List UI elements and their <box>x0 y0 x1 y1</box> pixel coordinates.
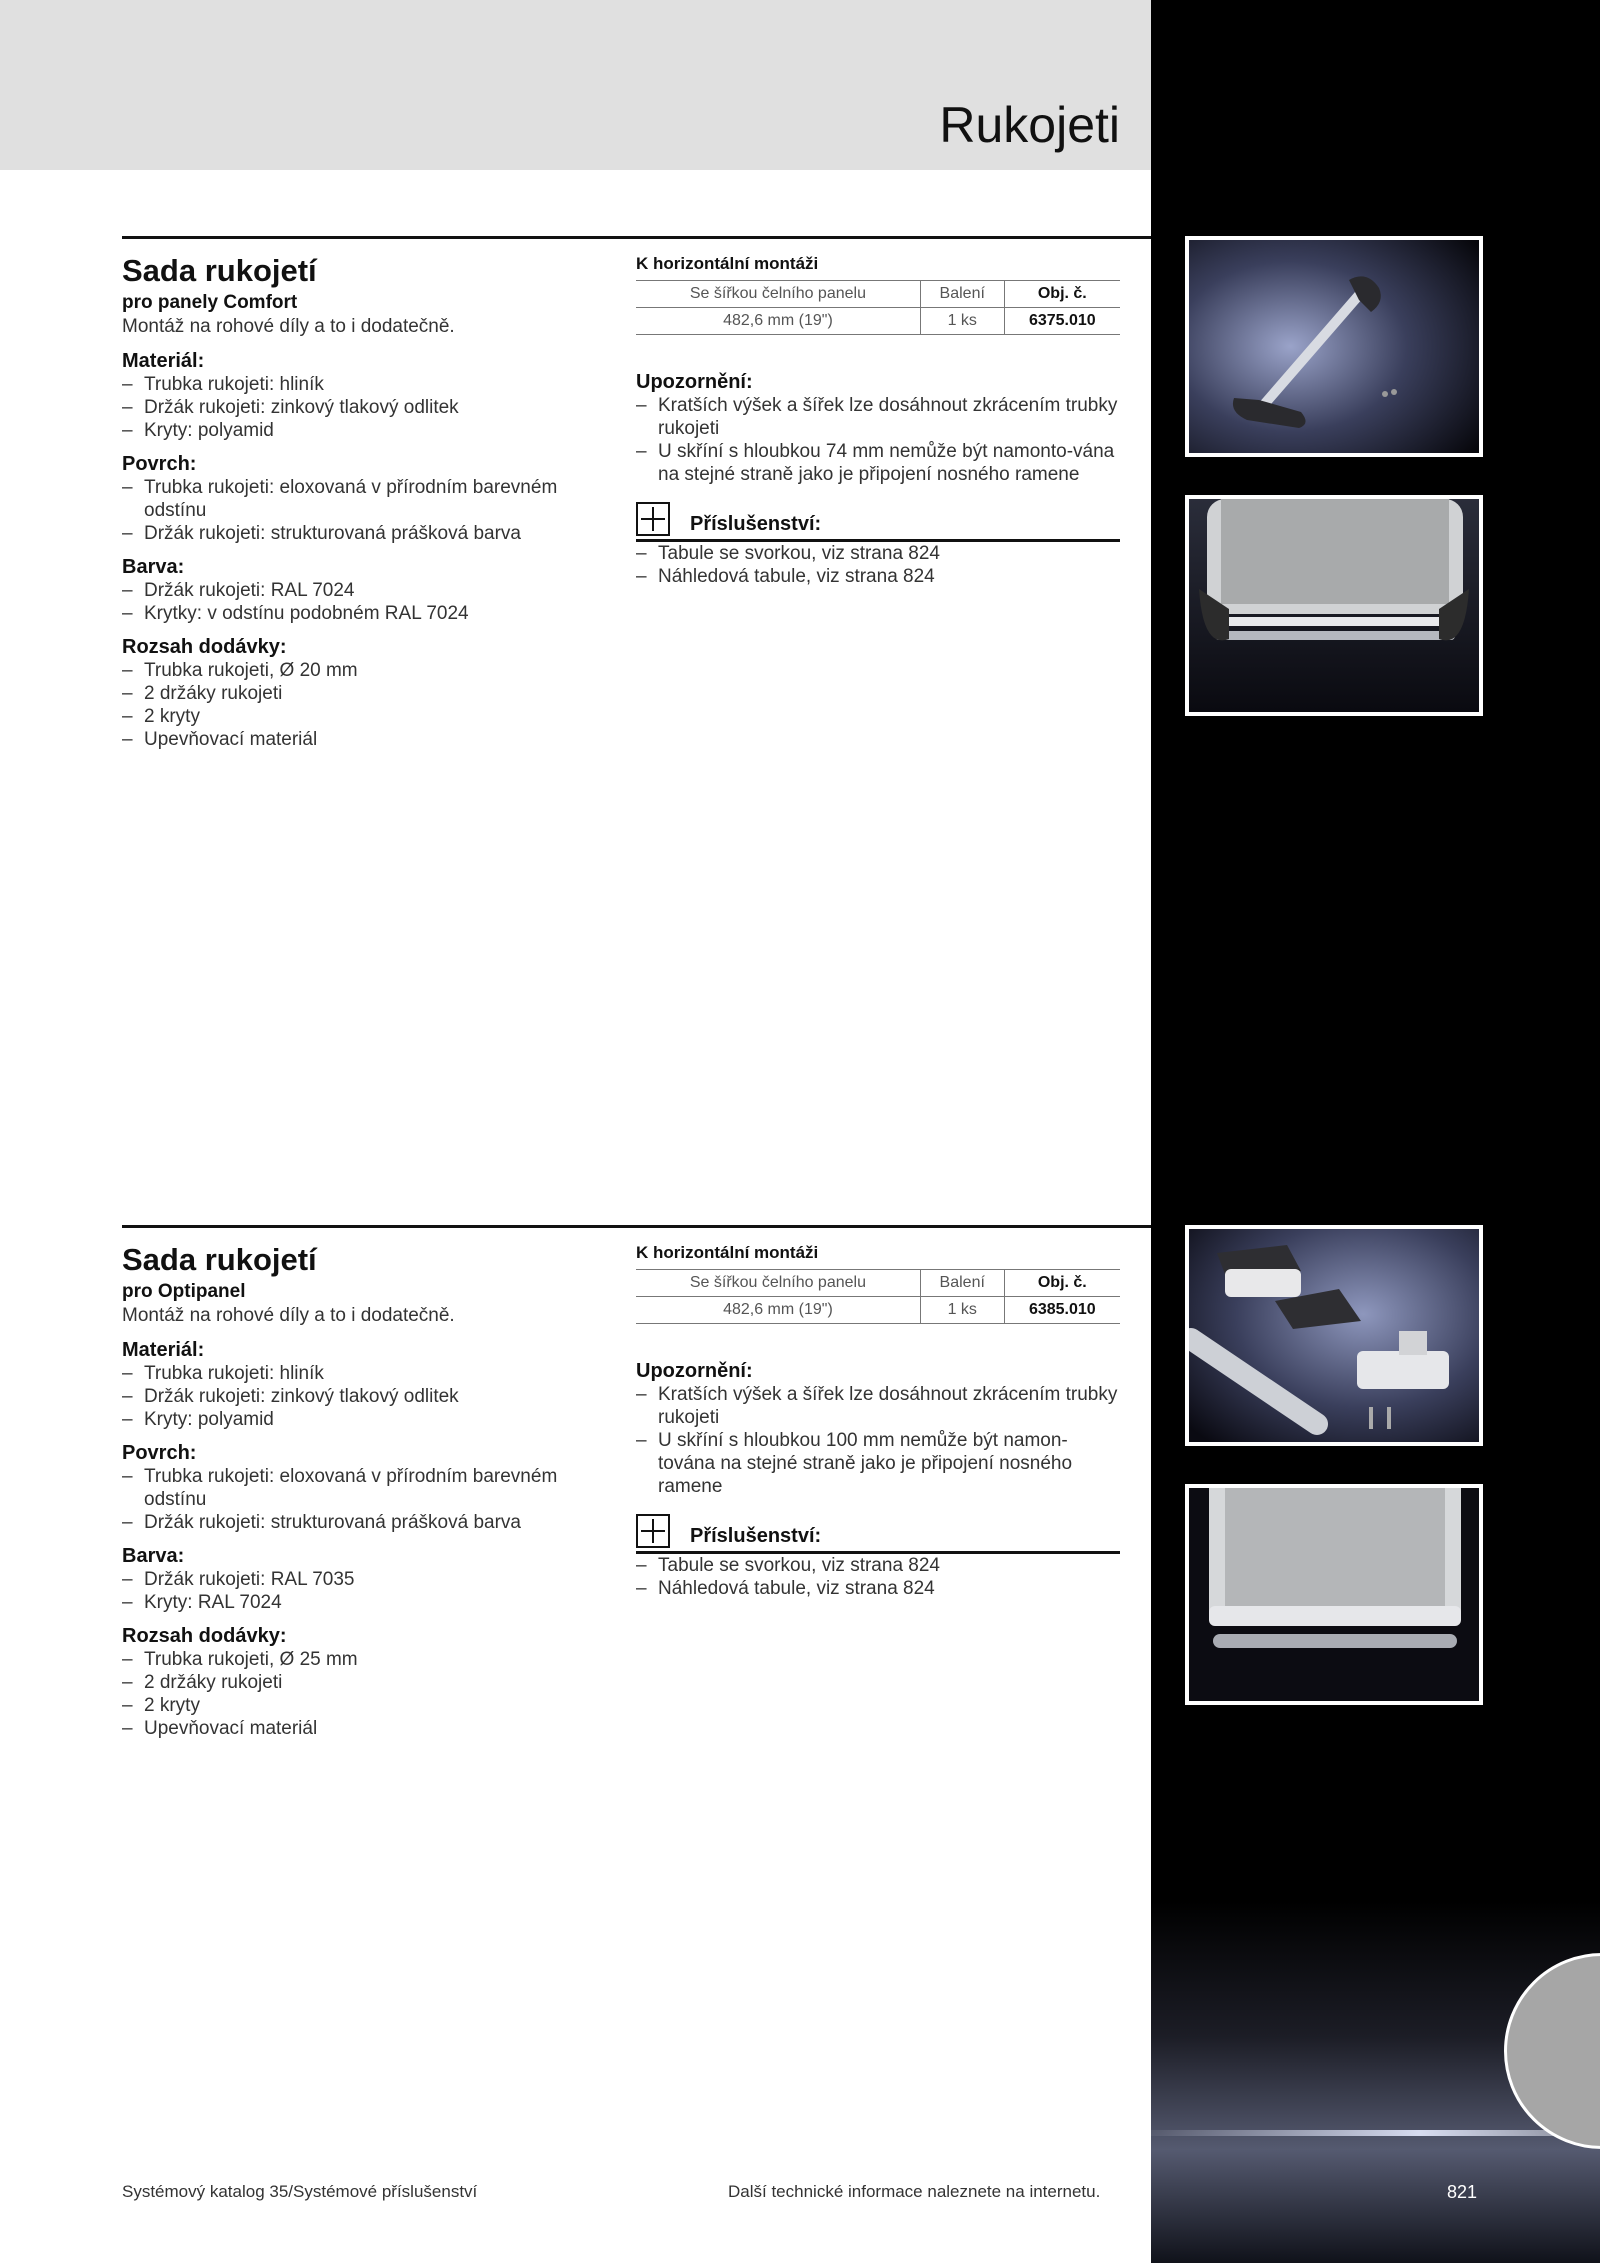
list-item: – Trubka rukojeti: hliník <box>122 373 602 396</box>
table-cell: 1 ks <box>920 308 1004 335</box>
footer-info: Další technické informace naleznete na internetu. <box>728 2182 1101 2201</box>
table-row <box>636 1297 1120 1324</box>
table-caption: K horizontální montáži <box>636 1243 819 1262</box>
warning-heading: Upozornění: <box>636 371 753 393</box>
color-list <box>122 579 602 625</box>
page-number: 821 <box>1447 2182 1478 2202</box>
warning-list <box>636 1383 1120 1498</box>
list-item: – Držák rukojeti: strukturovaná prášková barva <box>122 522 602 545</box>
product-subtitle: pro panely Comfort <box>122 292 298 314</box>
column-header: Balení <box>920 281 1004 308</box>
plus-icon <box>636 502 670 536</box>
product-description <box>122 1243 602 1740</box>
list-item: – Trubka rukojeti, Ø 25 mm <box>122 1648 602 1671</box>
delivery-list <box>122 659 602 751</box>
surface-list <box>122 1465 602 1534</box>
product-title: Sada rukojetí <box>122 253 317 288</box>
accessories-list <box>636 1554 1120 1600</box>
warning-heading: Upozornění: <box>636 1360 753 1382</box>
page-title: Rukojeti <box>939 97 1120 153</box>
product-photo-optipanel-parts <box>1185 1225 1483 1446</box>
product-title: Sada rukojetí <box>122 1242 317 1277</box>
list-item: – Držák rukojeti: zinkový tlakový odlitek <box>122 396 602 419</box>
mounting-note: Montáž na rohové díly a to i dodatečně. <box>122 1304 455 1326</box>
column-header: Se šířkou čelního panelu <box>636 281 920 308</box>
accessories-bar <box>636 502 1120 542</box>
list-item: – Upevňovací materiál <box>122 1717 602 1740</box>
column-header: Balení <box>920 1270 1004 1297</box>
list-item: – U skříní s hloubkou 74 mm nemůže být namonto-vána na stejné straně jako je připojení nosného ramene <box>636 440 1120 486</box>
table-cell: 482,6 mm (19") <box>636 1297 920 1324</box>
color-heading: Barva: <box>122 1544 185 1567</box>
material-list <box>122 1362 602 1431</box>
delivery-list <box>122 1648 602 1740</box>
product-photo-handle-set <box>1185 236 1483 457</box>
table-cell: 1 ks <box>920 1297 1004 1324</box>
list-item: – Trubka rukojeti: eloxovaná v přírodním barevném odstínu <box>122 1465 602 1511</box>
surface-heading: Povrch: <box>122 1441 197 1464</box>
material-heading: Materiál: <box>122 349 205 372</box>
list-item: – Držák rukojeti: strukturovaná prášková barva <box>122 1511 602 1534</box>
color-heading: Barva: <box>122 555 185 578</box>
list-item: – Držák rukojeti: RAL 7035 <box>122 1568 602 1591</box>
accessories-bar <box>636 1514 1120 1554</box>
list-item: – 2 držáky rukojeti <box>122 1671 602 1694</box>
column-header: Se šířkou čelního panelu <box>636 1270 920 1297</box>
list-item: – Upevňovací materiál <box>122 728 602 751</box>
table-header-row <box>636 1270 1120 1297</box>
list-item: – Trubka rukojeti, Ø 20 mm <box>122 659 602 682</box>
column-header: Obj. č. <box>1004 281 1120 308</box>
list-item: – U skříní s hloubkou 100 mm nemůže být namon-tována na stejné straně jako je připojení nosného ramene <box>636 1429 1120 1498</box>
material-heading: Materiál: <box>122 1338 205 1361</box>
accessory-link[interactable]: – Náhledová tabule, viz strana 824 <box>636 1577 1120 1600</box>
list-item: – Kratších výšek a šířek lze dosáhnout zkrácením trubky rukojeti <box>636 394 1120 440</box>
table-row <box>636 308 1120 335</box>
delivery-heading: Rozsah dodávky: <box>122 635 287 658</box>
footer-catalog: Systémový katalog 35/Systémové příslušenství <box>122 2182 478 2201</box>
list-item: – Kratších výšek a šířek lze dosáhnout zkrácením trubky rukojeti <box>636 1383 1120 1429</box>
order-table <box>636 1269 1120 1324</box>
list-item: – Kryty: polyamid <box>122 1408 602 1431</box>
list-item: – Trubka rukojeti: eloxovaná v přírodním barevném odstínu <box>122 476 602 522</box>
list-item: – Trubka rukojeti: hliník <box>122 1362 602 1385</box>
delivery-heading: Rozsah dodávky: <box>122 1624 287 1647</box>
order-number: 6385.010 <box>1004 1297 1120 1324</box>
accessories-heading: Příslušenství: <box>690 513 822 535</box>
surface-list <box>122 476 602 545</box>
list-item: – 2 kryty <box>122 705 602 728</box>
list-item: – Krytky: v odstínu podobném RAL 7024 <box>122 602 602 625</box>
table-header-row <box>636 281 1120 308</box>
product-photo-optipanel-mounted <box>1185 1484 1483 1705</box>
accessory-link[interactable]: – Tabule se svorkou, viz strana 824 <box>636 542 1120 565</box>
mounting-note: Montáž na rohové díly a to i dodatečně. <box>122 315 455 337</box>
table-cell: 482,6 mm (19") <box>636 308 920 335</box>
list-item: – Kryty: RAL 7024 <box>122 1591 602 1614</box>
accessory-link[interactable]: – Tabule se svorkou, viz strana 824 <box>636 1554 1120 1577</box>
order-table <box>636 280 1120 335</box>
list-item: – Kryty: polyamid <box>122 419 602 442</box>
product-description <box>122 254 602 751</box>
column-header: Obj. č. <box>1004 1270 1120 1297</box>
accessory-link[interactable]: – Náhledová tabule, viz strana 824 <box>636 565 1120 588</box>
table-caption: K horizontální montáži <box>636 254 819 273</box>
list-item: – Držák rukojeti: RAL 7024 <box>122 579 602 602</box>
section-rule <box>122 1225 1151 1228</box>
product-photo-panel-mounted <box>1185 495 1483 716</box>
list-item: – 2 držáky rukojeti <box>122 682 602 705</box>
color-list <box>122 1568 602 1614</box>
accessories-heading: Příslušenství: <box>690 1525 822 1547</box>
section-rule <box>122 236 1151 239</box>
material-list <box>122 373 602 442</box>
warning-list <box>636 394 1120 486</box>
surface-heading: Povrch: <box>122 452 197 475</box>
plus-icon <box>636 1514 670 1548</box>
accessories-list <box>636 542 1120 588</box>
panel-highlight <box>1151 2130 1600 2136</box>
list-item: – Držák rukojeti: zinkový tlakový odlitek <box>122 1385 602 1408</box>
order-number: 6375.010 <box>1004 308 1120 335</box>
order-info <box>636 254 1120 588</box>
product-subtitle: pro Optipanel <box>122 1281 246 1303</box>
list-item: – 2 kryty <box>122 1694 602 1717</box>
order-info <box>636 1243 1120 1600</box>
